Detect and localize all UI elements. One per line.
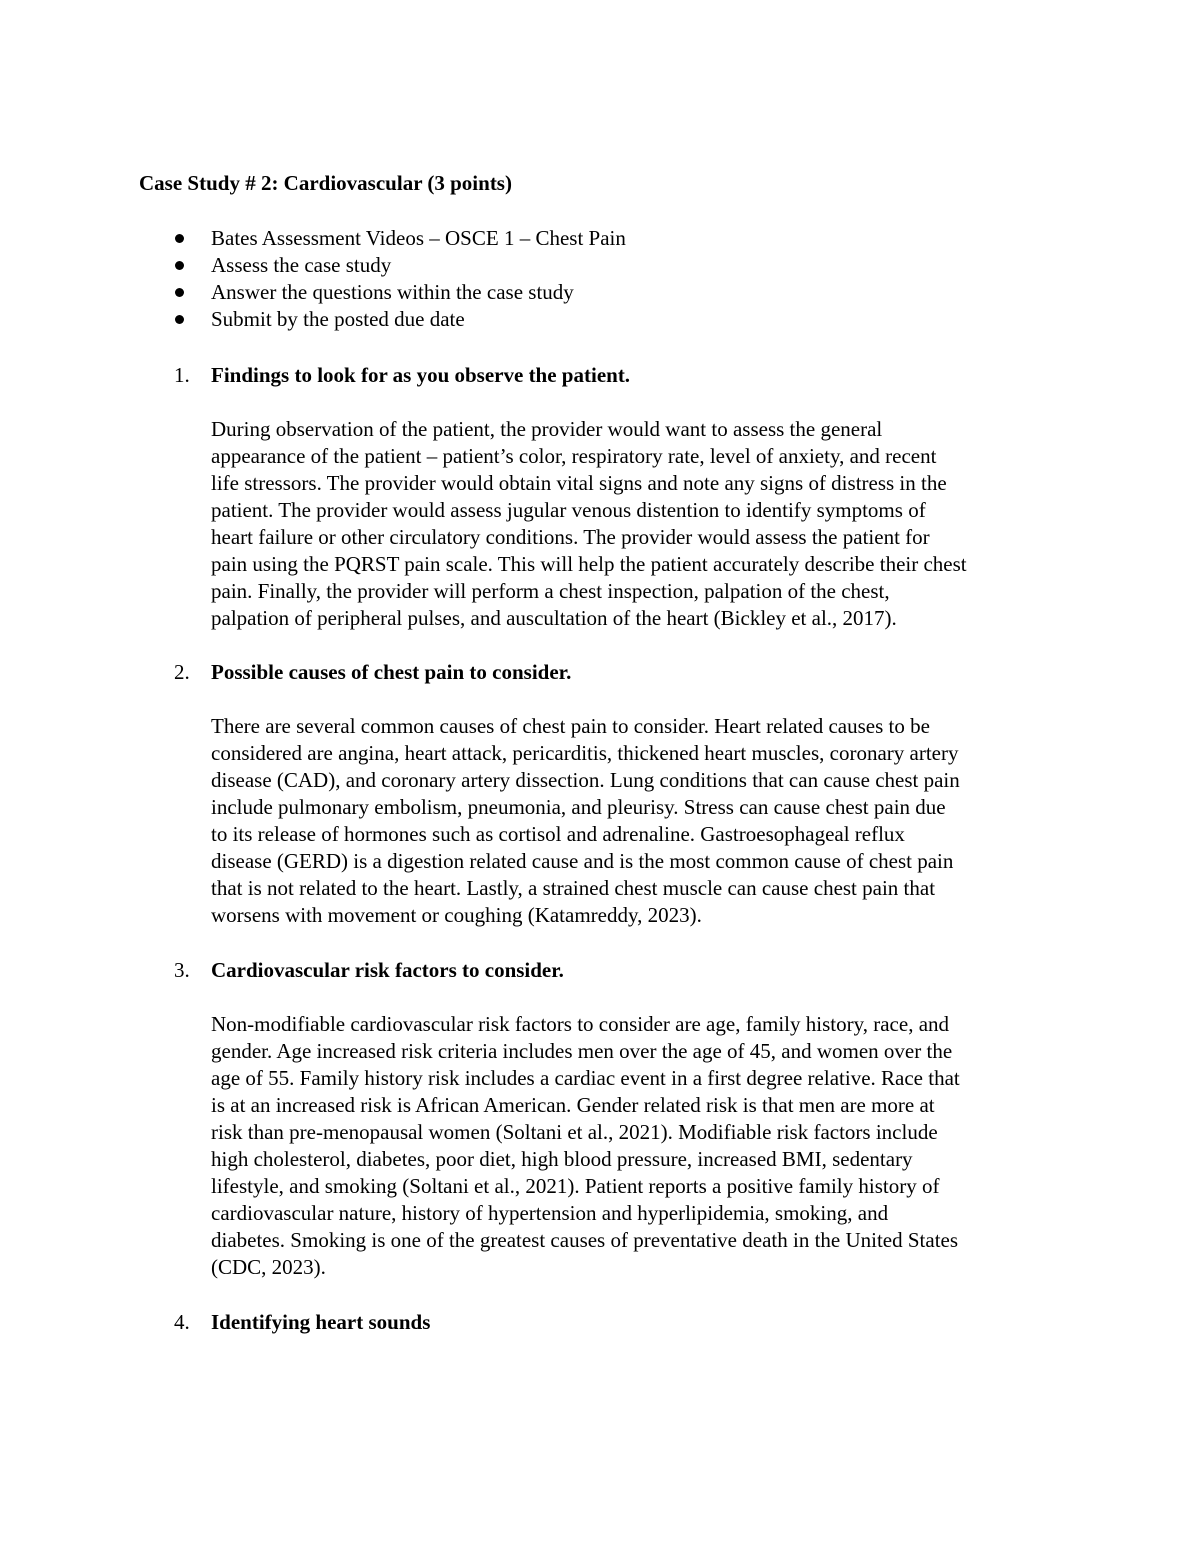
instruction-item (0, 306, 1200, 333)
instruction-text: Assess the case study (211, 253, 392, 277)
bullet-icon (175, 288, 184, 297)
answer-line: pain. Finally, the provider will perform a chest inspection, palpation of the chest, (211, 579, 890, 603)
answer-line: heart failure or other circulatory conditions. The provider would assess the patient for (211, 525, 930, 549)
question-heading: Cardiovascular risk factors to consider. (211, 958, 564, 982)
answer-line: cardiovascular nature, history of hypertension and hyperlipidemia, smoking, and (211, 1201, 889, 1225)
answer-line: pain using the PQRST pain scale. This will help the patient accurately describe their chest (211, 552, 967, 576)
answer-line: patient. The provider would assess jugular venous distention to identify symptoms of (211, 498, 926, 522)
bullet-icon (175, 315, 184, 324)
instruction-item (0, 279, 1200, 306)
question-number: 4. (174, 1310, 190, 1334)
answer-line: include pulmonary embolism, pneumonia, and pleurisy. Stress can cause chest pain due (211, 795, 946, 819)
instruction-text: Bates Assessment Videos – OSCE 1 – Chest Pain (211, 226, 626, 250)
answer-paragraph (211, 416, 1071, 632)
answer-line: disease (GERD) is a digestion related cause and is the most common cause of chest pain (211, 849, 954, 873)
answer-line: appearance of the patient – patient’s color, respiratory rate, level of anxiety, and recent (211, 444, 937, 468)
answer-paragraph (211, 1011, 1071, 1281)
answer-line: There are several common causes of chest pain to consider. Heart related causes to be (211, 714, 930, 738)
bullet-icon (175, 261, 184, 270)
case-study-title: Case Study # 2: Cardiovascular (3 points) (139, 171, 512, 195)
answer-line: diabetes. Smoking is one of the greatest causes of preventative death in the United States (211, 1228, 959, 1252)
answer-line: gender. Age increased risk criteria includes men over the age of 45, and women over the (211, 1039, 953, 1063)
answer-line: worsens with movement or coughing (Katamreddy, 2023). (211, 903, 702, 927)
answer-line: risk than pre-menopausal women (Soltani et al., 2021). Modifiable risk factors include (211, 1120, 938, 1144)
instruction-item (0, 252, 1200, 279)
question-number: 3. (174, 958, 190, 982)
instruction-item (0, 225, 1200, 252)
answer-line: Non-modifiable cardiovascular risk factors to consider are age, family history, race, and (211, 1012, 950, 1036)
instruction-text: Submit by the posted due date (211, 307, 465, 331)
answer-line: that is not related to the heart. Lastly, a strained chest muscle can cause chest pain that (211, 876, 936, 900)
answer-line: is at an increased risk is African American. Gender related risk is that men are more at (211, 1093, 935, 1117)
answer-line: life stressors. The provider would obtain vital signs and note any signs of distress in the (211, 471, 947, 495)
question-heading: Identifying heart sounds (211, 1310, 431, 1334)
question-heading: Possible causes of chest pain to consider. (211, 660, 572, 684)
answer-line: to its release of hormones such as cortisol and adrenaline. Gastroesophageal reflux (211, 822, 905, 846)
answer-line: (CDC, 2023). (211, 1255, 326, 1279)
answer-line: palpation of peripheral pulses, and auscultation of the heart (Bickley et al., 2017). (211, 606, 897, 630)
answer-paragraph (211, 713, 1071, 929)
answer-line: disease (CAD), and coronary artery dissection. Lung conditions that can cause chest pain (211, 768, 960, 792)
answer-line: lifestyle, and smoking (Soltani et al., 2021). Patient reports a positive family history of (211, 1174, 940, 1198)
question-number: 1. (174, 363, 190, 387)
answer-line: considered are angina, heart attack, pericarditis, thickened heart muscles, coronary artery (211, 741, 959, 765)
question-number: 2. (174, 660, 190, 684)
bullet-icon (175, 234, 184, 243)
answer-line: During observation of the patient, the provider would want to assess the general (211, 417, 883, 441)
instruction-text: Answer the questions within the case study (211, 280, 574, 304)
answer-line: high cholesterol, diabetes, poor diet, high blood pressure, increased BMI, sedentary (211, 1147, 913, 1171)
answer-line: age of 55. Family history risk includes a cardiac event in a first degree relative. Race that (211, 1066, 960, 1090)
instructions-list (0, 225, 1200, 333)
question-heading: Findings to look for as you observe the patient. (211, 363, 631, 387)
